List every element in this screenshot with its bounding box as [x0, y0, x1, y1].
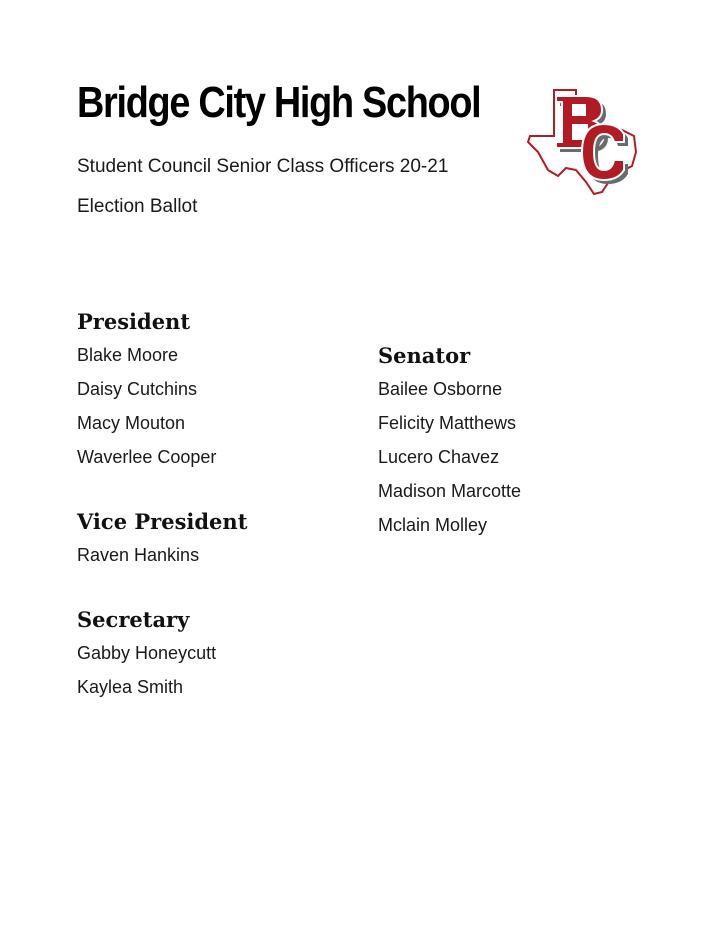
office-heading: Secretary [77, 607, 190, 632]
office-vice-president [77, 508, 247, 578]
office-heading: Vice President [77, 509, 248, 534]
office-secretary [77, 606, 247, 710]
office-heading: President [77, 309, 191, 334]
candidate-option[interactable]: Bailee Osborne [378, 379, 503, 399]
candidate-option[interactable]: Raven Hankins [77, 545, 200, 565]
office-heading: Senator [378, 343, 471, 368]
candidate-option[interactable]: Madison Marcotte [378, 481, 522, 501]
right-column [378, 342, 521, 576]
candidate-option[interactable]: Waverlee Cooper [77, 447, 217, 467]
left-column [77, 308, 247, 738]
candidate-option[interactable]: Mclain Molley [378, 515, 488, 535]
candidate-option[interactable]: Daisy Cutchins [77, 379, 198, 399]
ballot-subtitle: Student Council Senior Class Officers 20-21 [77, 156, 449, 177]
page-title: Bridge City High School [77, 78, 481, 127]
candidate-option[interactable]: Gabby Honeycutt [77, 643, 217, 663]
candidate-option[interactable]: Felicity Matthews [378, 413, 517, 433]
candidate-option[interactable]: Blake Moore [77, 345, 179, 365]
ballot-label: Election Ballot [77, 196, 198, 217]
candidate-option[interactable]: Lucero Chavez [378, 447, 500, 467]
office-president [77, 308, 247, 480]
candidate-option[interactable]: Macy Mouton [77, 413, 186, 433]
candidate-option[interactable]: Kaylea Smith [77, 677, 184, 697]
school-logo-icon [524, 80, 644, 198]
office-senator [378, 342, 521, 548]
